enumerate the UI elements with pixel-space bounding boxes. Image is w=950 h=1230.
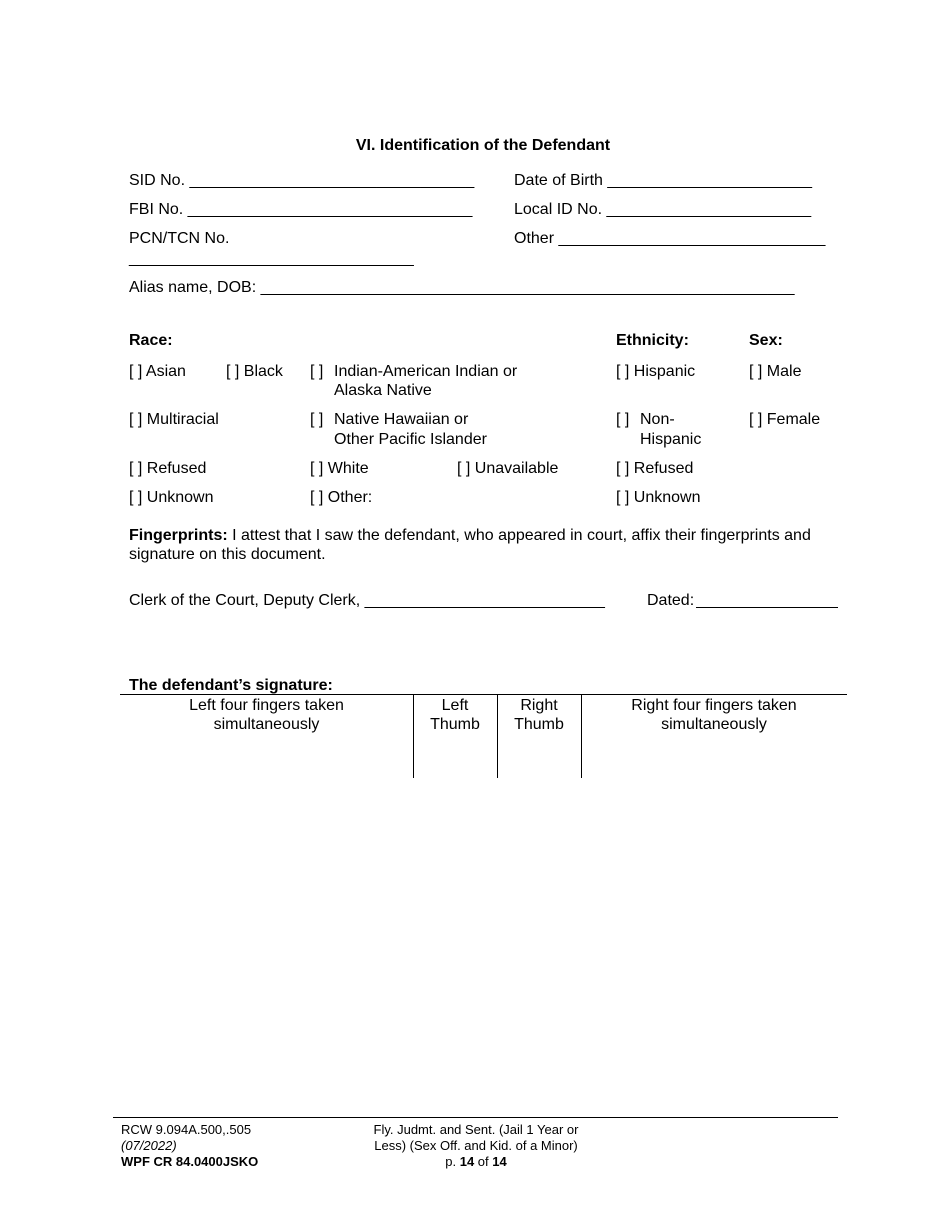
dob-field[interactable]: Date of Birth _______________________	[514, 172, 813, 189]
ethnicity-refused-checkbox[interactable]: [ ] Refused	[616, 460, 694, 477]
footer-form-number: WPF CR 84.0400JSKO	[121, 1154, 259, 1169]
dated-field-line[interactable]	[696, 607, 838, 608]
fbi-field[interactable]: FBI No. ________________________________	[129, 201, 473, 218]
race-hawaiian-label: Native Hawaiian or	[334, 411, 469, 428]
dated-label: Dated:	[647, 592, 695, 609]
sex-heading: Sex:	[749, 332, 783, 349]
race-heading: Race:	[129, 332, 173, 349]
footer-page-number: p. 14 of 14	[445, 1154, 507, 1169]
ethnicity-non-hispanic-label-2: Hispanic	[640, 431, 702, 448]
clerk-signature-field[interactable]: Clerk of the Court, Deputy Clerk, ___________________________	[129, 592, 605, 609]
race-unavailable-checkbox[interactable]: [ ] Unavailable	[457, 460, 559, 477]
fingerprints-label: Fingerprints:	[129, 527, 228, 544]
alias-field[interactable]: Alias name, DOB: ____________________________________________________________	[129, 279, 795, 296]
ethnicity-non-hispanic-label: Non-	[640, 411, 675, 428]
footer-date: (07/2022)	[121, 1138, 177, 1153]
race-multiracial-checkbox[interactable]: [ ] Multiracial	[129, 411, 219, 428]
left-four-fingers-cell: Left four fingers taken simultaneously	[189, 697, 344, 733]
local-id-field[interactable]: Local ID No. _______________________	[514, 201, 812, 218]
sid-field[interactable]: SID No. ________________________________	[129, 172, 475, 189]
race-indian-checkbox[interactable]: [ ]	[310, 363, 324, 380]
race-indian-label: Indian-American Indian or	[334, 363, 518, 380]
race-asian-checkbox[interactable]: [ ] Asian	[129, 363, 186, 380]
race-indian-label-2: Alaska Native	[334, 382, 432, 399]
left-thumb-label: Left	[441, 697, 469, 714]
race-unknown-checkbox[interactable]: [ ] Unknown	[129, 489, 214, 506]
footer-description: Fly. Judmt. and Sent. (Jail 1 Year or	[373, 1122, 579, 1137]
right-thumb-label: Right	[520, 697, 558, 714]
footer-rule	[113, 1117, 838, 1118]
ethnicity-hispanic-checkbox[interactable]: [ ] Hispanic	[616, 363, 696, 380]
section-title: VI. Identification of the Defendant	[355, 137, 611, 154]
sex-female-checkbox[interactable]: [ ] Female	[749, 411, 821, 428]
ethnicity-non-hispanic-checkbox[interactable]: [ ]	[616, 411, 630, 428]
fingerprints-text: I attest that I saw the defendant, who appeared in court, affix their fingerprints and signature on this document.	[129, 527, 811, 563]
left-thumb-label-2: Thumb	[430, 716, 480, 733]
fingerprints-attestation	[129, 526, 837, 564]
race-white-checkbox[interactable]: [ ] White	[310, 460, 369, 477]
print-table-divider	[581, 694, 582, 778]
print-table-top-border	[120, 694, 847, 695]
footer-rcw: RCW 9.094A.500,.505	[121, 1122, 252, 1137]
defendant-signature-label: The defendant’s signature:	[129, 677, 333, 694]
pcn-tcn-label: PCN/TCN No.	[129, 230, 230, 247]
ethnicity-unknown-checkbox[interactable]: [ ] Unknown	[616, 489, 701, 506]
race-black-checkbox[interactable]: [ ] Black	[226, 363, 283, 380]
ethnicity-heading: Ethnicity:	[616, 332, 689, 349]
right-thumb-label-2: Thumb	[514, 716, 564, 733]
other-id-field[interactable]: Other ______________________________	[514, 230, 826, 247]
footer-description-2: Less) (Sex Off. and Kid. of a Minor)	[374, 1138, 578, 1153]
race-refused-checkbox[interactable]: [ ] Refused	[129, 460, 207, 477]
race-hawaiian-checkbox[interactable]: [ ]	[310, 411, 324, 428]
race-other-checkbox[interactable]: [ ] Other:	[310, 489, 373, 506]
race-hawaiian-label-2: Other Pacific Islander	[334, 431, 487, 448]
right-four-fingers-cell: Right four fingers taken simultaneously	[631, 697, 797, 733]
pcn-tcn-field[interactable]: ________________________________	[129, 250, 414, 267]
sex-male-checkbox[interactable]: [ ] Male	[749, 363, 802, 380]
